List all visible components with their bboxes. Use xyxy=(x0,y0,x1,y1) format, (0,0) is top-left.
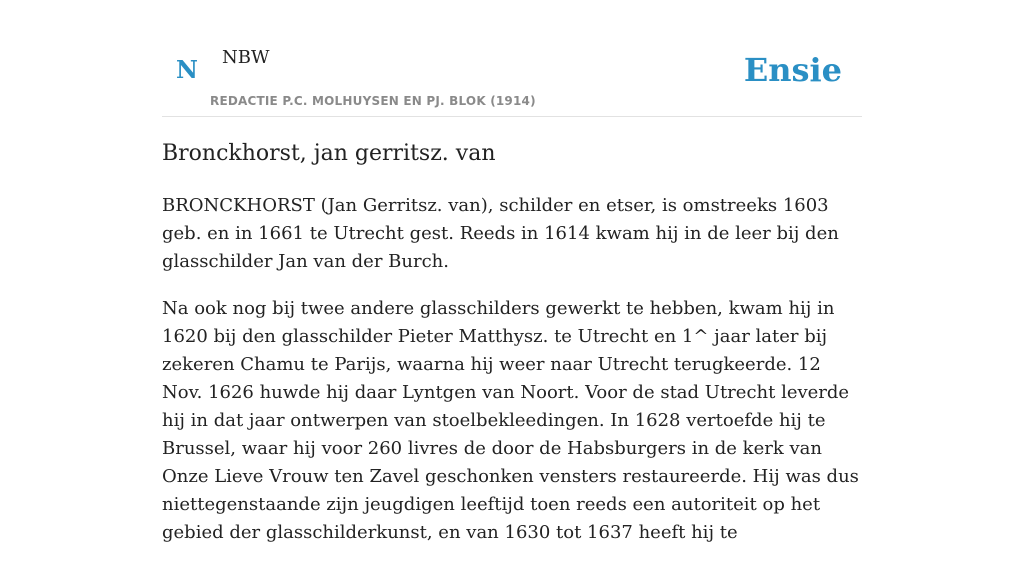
article-body xyxy=(162,192,864,547)
source-logo[interactable]: N xyxy=(176,55,198,84)
article-title: Bronckhorst, jan gerritsz. van xyxy=(162,141,496,166)
article xyxy=(162,136,864,566)
article-paragraph: BRONCKHORST (Jan Gerritsz. van), schilder en etser, is omstreeks 1603 geb. en in 1661 te Utrecht gest. Reeds in 1614 kwam hij in de leer bij den glasschilder Jan van der Burch. xyxy=(162,195,839,272)
source-name[interactable]: NBW xyxy=(222,47,270,68)
source-header xyxy=(162,0,862,117)
source-subtitle: REDACTIE P.C. MOLHUYSEN EN PJ. BLOK (1914) xyxy=(210,94,536,108)
brand-logo[interactable]: Ensie xyxy=(743,51,842,89)
article-paragraph: Na ook nog bij twee andere glasschilders gewerkt te hebben, kwam hij in 1620 bij den glasschilder Pieter Matthysz. te Utrecht en 1^ jaar later bij zekeren Chamu te Parijs, waarna hij weer naar Utrecht terugkeerde. 12 Nov. 1626 huwde hij daar Lyntgen van Noort. Voor de stad Utrecht leverde hij in dat jaar ontwerpen van stoelbekleedingen. In 1628 vertoefde hij te Brussel, waar hij voor 260 livres de door de Habsburgers in de kerk van Onze Lieve Vrouw ten Zavel geschonken vensters restaureerde. Hij was dus niettegenstaande zijn jeugdigen leeftijd toen reeds een autoriteit op het gebied der glasschilderkunst, en van 1630 tot 1637 heeft hij te xyxy=(162,298,859,543)
